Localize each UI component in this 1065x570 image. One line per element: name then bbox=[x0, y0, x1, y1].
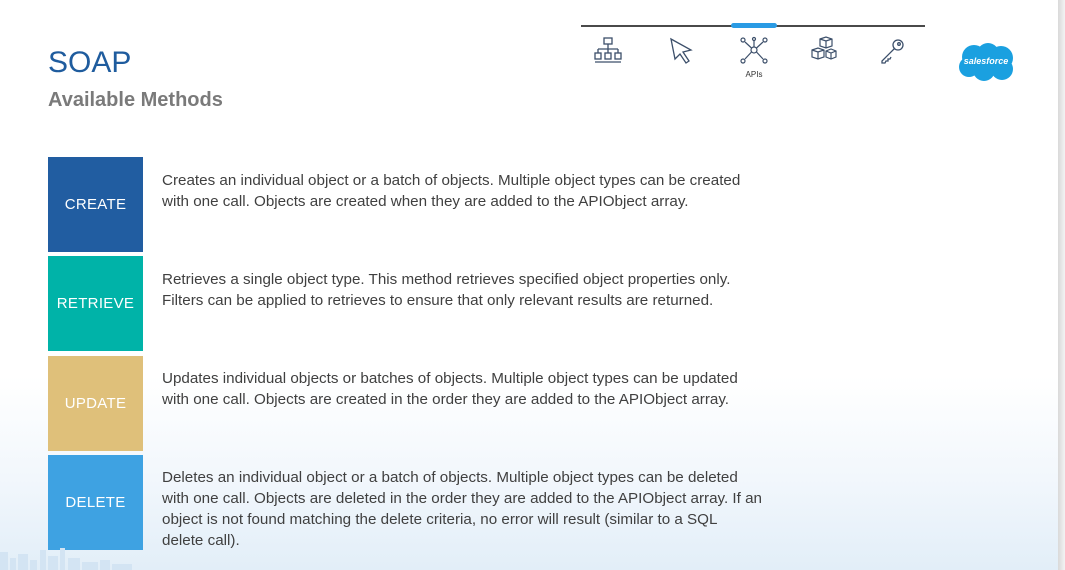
method-update bbox=[48, 356, 768, 451]
method-description: Updates individual objects or batches of objects. Multiple object types can be updated with one call. Objects are created in the order they are added to the APIObject array. bbox=[162, 370, 738, 408]
key-icon[interactable] bbox=[878, 36, 908, 66]
method-name: UPDATE bbox=[64, 395, 127, 412]
cubes-icon[interactable] bbox=[809, 36, 839, 66]
method-create bbox=[48, 157, 768, 252]
window-edge bbox=[1058, 0, 1065, 570]
page-subtitle: Available Methods bbox=[48, 89, 223, 111]
method-badge-retrieve bbox=[48, 256, 143, 351]
page-title: SOAP bbox=[48, 46, 132, 79]
method-delete bbox=[48, 455, 768, 550]
method-name: CREATE bbox=[64, 196, 127, 213]
salesforce-logo bbox=[957, 42, 1015, 83]
cursor-icon[interactable] bbox=[667, 36, 697, 66]
method-description: Retrieves a single object type. This method retrieves specified object properties only. Filters can be applied to retrieves to ensure that only relevant results are returned. bbox=[162, 271, 731, 309]
method-badge-create bbox=[48, 157, 143, 252]
method-name: RETRIEVE bbox=[56, 295, 135, 312]
sitemap-icon[interactable] bbox=[593, 36, 623, 66]
nav-label-apis: APIs bbox=[745, 70, 763, 79]
method-description: Creates an individual object or a batch of objects. Multiple object types can be created with one call. Objects are created when they are added to the APIObject array. bbox=[162, 172, 741, 210]
method-description: Deletes an individual object or a batch of objects. Multiple object types can be deleted with one call. Objects are deleted in the order they are added to the APIObject array. If an object is not found matching the delete criteria, no error will result (similar to a SQL delete call). bbox=[162, 469, 762, 549]
skyline-decoration bbox=[0, 544, 160, 570]
method-retrieve bbox=[48, 256, 768, 351]
method-name: DELETE bbox=[65, 494, 126, 511]
method-badge-update bbox=[48, 356, 143, 451]
nav-active-indicator bbox=[731, 23, 777, 28]
method-badge-delete bbox=[48, 455, 143, 550]
logo-text: salesforce bbox=[963, 56, 1009, 66]
network-icon[interactable] bbox=[739, 36, 769, 66]
